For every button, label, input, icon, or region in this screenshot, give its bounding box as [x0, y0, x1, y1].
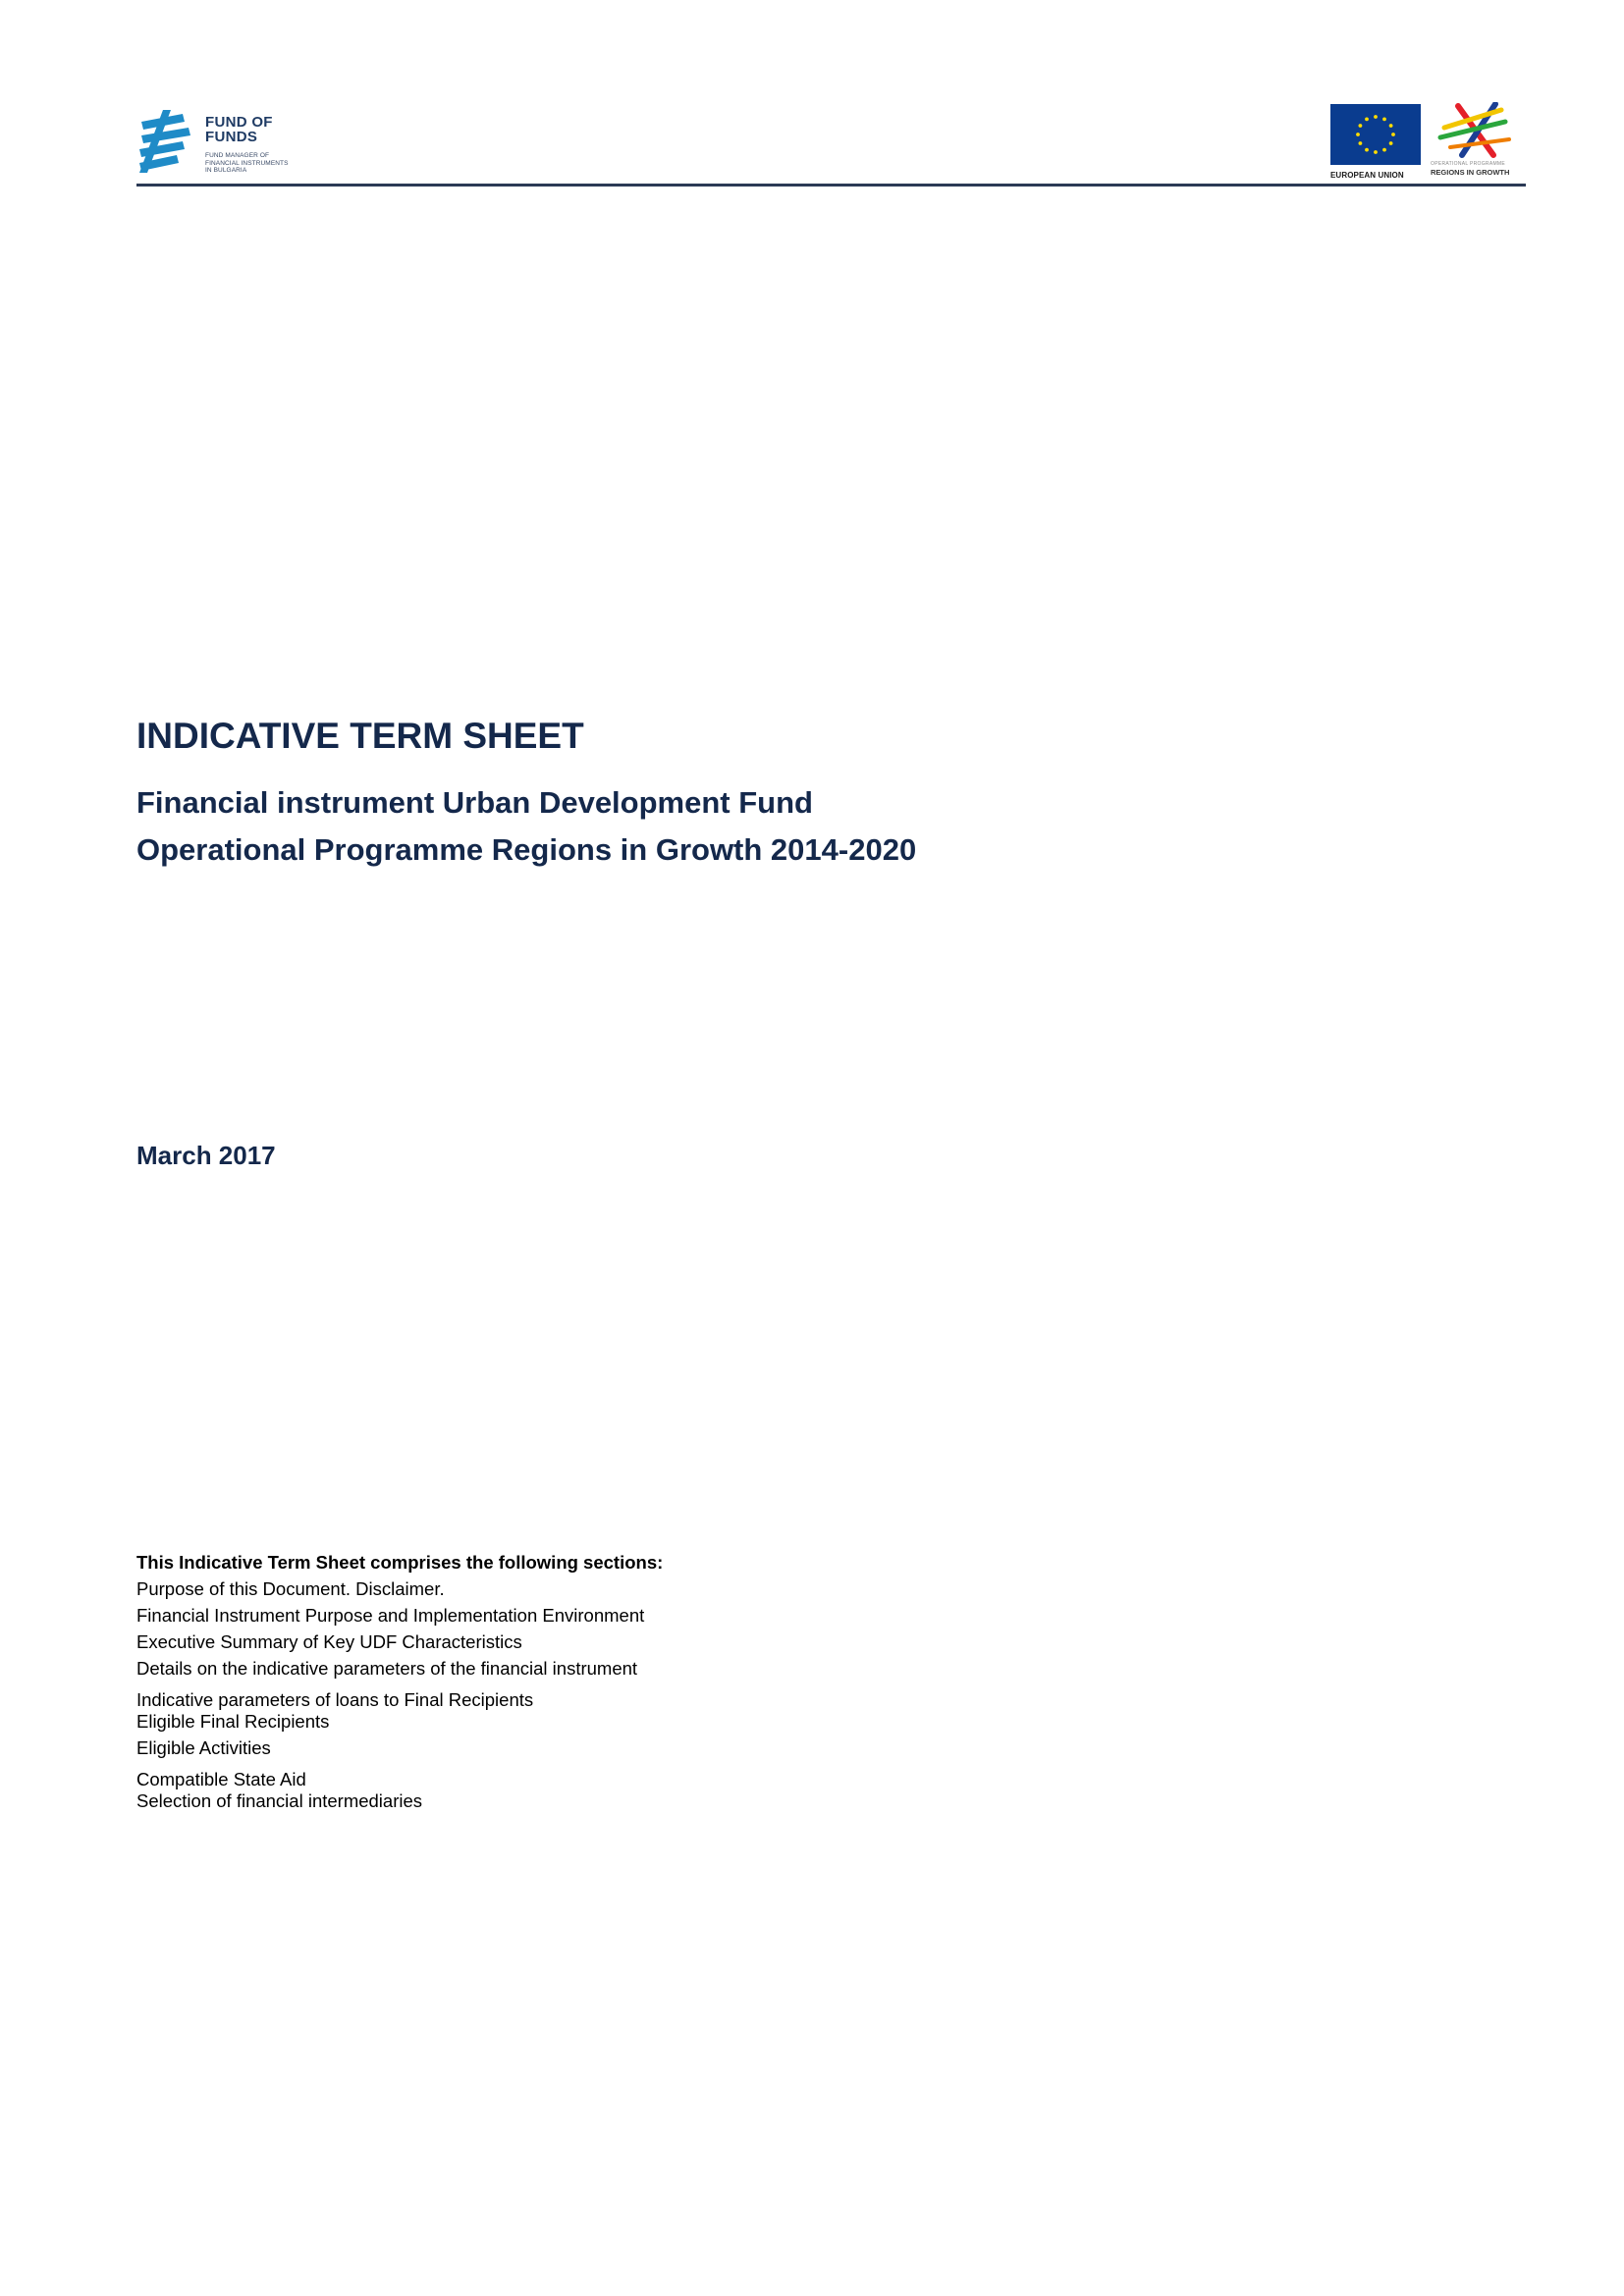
fund-of-funds-logo [136, 106, 323, 177]
header-divider [136, 184, 1526, 187]
sections-intro: This Indicative Term Sheet comprises the following sections: [136, 1552, 664, 1573]
list-item: Eligible Final Recipients [136, 1711, 330, 1732]
document-subtitle-line-2: Operational Programme Regions in Growth 2014-2020 [136, 832, 917, 867]
list-item: Eligible Activities [136, 1737, 271, 1758]
logo-subtitle-line: FINANCIAL INSTRUMENTS [205, 159, 289, 167]
logo-subtitle-line: FUND MANAGER OF [205, 152, 270, 159]
fund-of-funds-logo-subtitle [205, 152, 333, 175]
logo-subtitle-line: IN BULGARIA [205, 167, 247, 174]
document-subtitle-line-1: Financial instrument Urban Development Fund [136, 785, 813, 820]
regions-logo-caption: REGIONS IN GROWTH [1431, 168, 1510, 177]
logo-title-line: FUNDS [205, 129, 258, 145]
regions-logo-small-text: OPERATIONAL PROGRAMME [1431, 161, 1506, 167]
european-union-logo [1330, 104, 1423, 183]
regions-in-growth-icon [1436, 102, 1515, 159]
list-item: Financial Instrument Purpose and Implementation Environment [136, 1605, 645, 1626]
fund-of-funds-logo-icon [139, 110, 190, 173]
list-item: Purpose of this Document. Disclaimer. [136, 1578, 445, 1599]
document-title: INDICATIVE TERM SHEET [136, 716, 584, 756]
regions-in-growth-logo [1429, 102, 1523, 183]
eu-logo-caption: EUROPEAN UNION [1330, 171, 1404, 180]
document-date: March 2017 [136, 1141, 276, 1170]
eu-flag-icon [1330, 104, 1421, 165]
list-item: Compatible State Aid [136, 1769, 306, 1789]
logo-title-line: FUND OF [205, 114, 273, 131]
eu-stars-icon [1330, 104, 1421, 165]
page-header [136, 98, 1526, 185]
list-item: Executive Summary of Key UDF Characteristics [136, 1631, 522, 1652]
list-item: Selection of financial intermediaries [136, 1790, 423, 1811]
list-item: Indicative parameters of loans to Final Recipients [136, 1689, 534, 1710]
list-item: Details on the indicative parameters of the financial instrument [136, 1658, 638, 1679]
fund-of-funds-logo-title [205, 115, 273, 144]
